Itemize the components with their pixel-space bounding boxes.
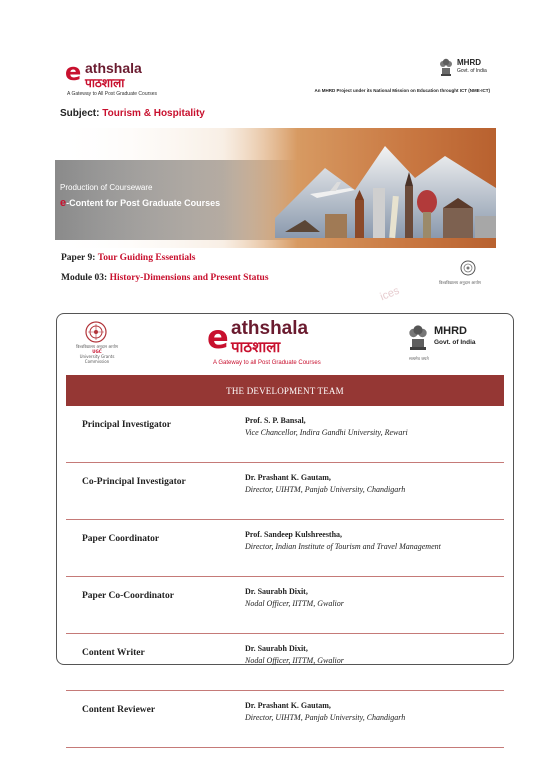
ugc-caption: [67, 344, 127, 364]
development-team-card: [56, 313, 514, 722]
team-role: Co-Principal Investigator: [66, 463, 245, 520]
production-line: Production of Courseware: [60, 183, 153, 192]
team-row: [66, 577, 504, 634]
team-member: [245, 691, 504, 748]
mhrd-title: MHRD: [457, 58, 481, 67]
subject-value: Tourism & Hospitality: [102, 108, 205, 119]
logo-wordmark: athshala: [231, 318, 309, 339]
logo-tagline: A Gateway to All Post Graduate Courses: [67, 91, 158, 97]
paper-line: [61, 253, 195, 263]
ugc-logo-icon: [85, 321, 107, 343]
ugc-label: UGC: [92, 349, 102, 354]
member-name: Prof. Sandeep Kulshreestha,: [245, 530, 343, 539]
member-name: Dr. Prashant K. Gautam,: [245, 473, 331, 482]
ugc-caption-hindi: विश्वविद्यालय अनुदान आयोग: [76, 344, 118, 349]
national-emblem-icon: [407, 322, 429, 354]
mhrd-title: MHRD: [434, 325, 467, 337]
module-line: [61, 273, 269, 283]
mhrd-label: [457, 58, 487, 76]
mhrd-subtitle: Govt. of India: [457, 68, 487, 74]
subject-label: Subject:: [60, 108, 100, 119]
team-row: [66, 520, 504, 577]
project-line: An MHRD Project under its National Mission on Education throught ICT (NME-ICT): [314, 88, 490, 93]
paper-title: Tour Guiding Essentials: [97, 253, 196, 263]
econtent-line: [60, 197, 220, 209]
mhrd-subtitle: Govt. of India: [434, 339, 476, 346]
team-member: [245, 577, 504, 634]
cover-banner: [55, 50, 496, 302]
team-row: [66, 463, 504, 520]
module-title: History-Dimensions and Present Status: [109, 273, 269, 283]
team-role: Paper Co-Coordinator: [66, 577, 245, 634]
logo-e-mark: e: [65, 58, 82, 86]
team-table-header: THE DEVELOPMENT TEAM: [66, 375, 504, 406]
ugc-seal-caption: विश्वविद्यालय अनुदान आयोग: [439, 280, 481, 285]
paper-label: Paper 9:: [61, 253, 96, 263]
team-row: [66, 406, 504, 463]
member-name: Dr. Saurabh Dixit,: [245, 644, 308, 653]
watermark-text: ices: [378, 284, 402, 304]
team-member: [245, 520, 504, 577]
epathshala-logo: [65, 58, 165, 98]
ugc-seal-icon: [460, 260, 476, 276]
team-member: [245, 634, 504, 691]
team-role: Content Writer: [66, 634, 245, 691]
member-affiliation: Director, UIHTM, Panjab University, Chandigarh: [245, 485, 406, 494]
team-role: Paper Coordinator: [66, 520, 245, 577]
team-role: Content Reviewer: [66, 691, 245, 748]
ugc-caption-english: University Grants Commission: [79, 354, 115, 364]
member-affiliation: Nodal Officer, IITTM, Gwalior: [245, 599, 344, 608]
epathshala-logo-large: [207, 318, 387, 370]
member-affiliation: Director, Indian Institute of Tourism and Travel Management: [245, 542, 441, 551]
member-name: Dr. Saurabh Dixit,: [245, 587, 308, 596]
emblem-caption: सत्यमेव जयते: [409, 356, 429, 361]
logo-hindi-wordmark: पाठशाला: [85, 76, 125, 90]
mhrd-label: [434, 326, 476, 348]
econtent-e-mark: e: [60, 197, 67, 209]
member-name: Dr. Prashant K. Gautam,: [245, 701, 331, 710]
national-emblem-icon: [438, 56, 454, 78]
logo-hindi-wordmark: पाठशाला: [231, 338, 281, 356]
logo-e-mark: e: [207, 318, 229, 356]
team-member: [245, 463, 504, 520]
logo-wordmark: athshala: [85, 60, 142, 76]
member-name: Prof. S. P. Bansal,: [245, 416, 306, 425]
econtent-text: -Content for Post Graduate Courses: [66, 198, 221, 208]
logo-tagline: A Gateway to all Post Graduate Courses: [213, 360, 321, 366]
team-member: [245, 406, 504, 463]
member-affiliation: Vice Chancellor, Indira Gandhi University, Rewari: [245, 428, 408, 437]
team-row: [66, 634, 504, 691]
module-label: Module 03:: [61, 273, 108, 283]
member-affiliation: Nodal Officer, IITTM, Gwalior: [245, 656, 344, 665]
member-affiliation: Director, UIHTM, Panjab University, Chandigarh: [245, 713, 406, 722]
subject-line: [60, 108, 205, 119]
team-row: [66, 691, 504, 748]
development-team-table: [66, 375, 504, 748]
team-role: Principal Investigator: [66, 406, 245, 463]
